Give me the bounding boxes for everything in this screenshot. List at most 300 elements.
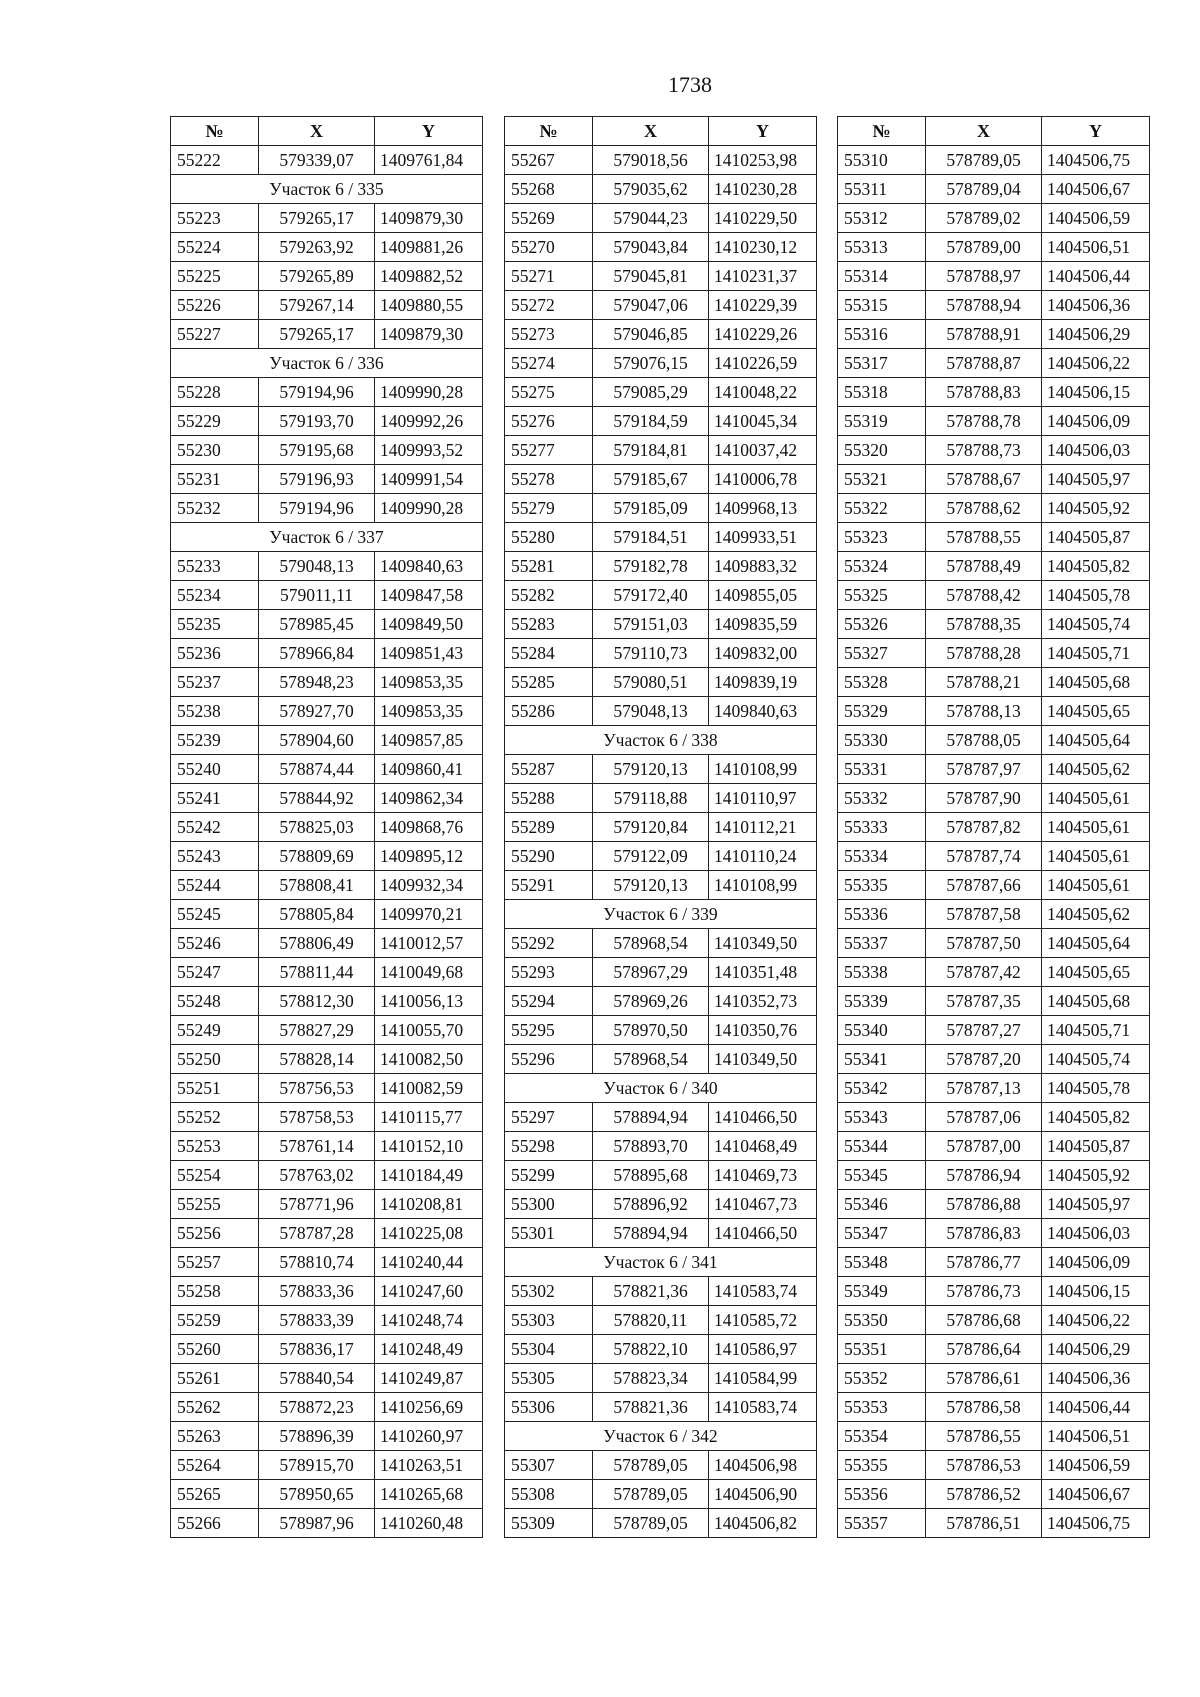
y-coordinate-cell: 1404505,87 — [1042, 1132, 1150, 1161]
point-number-cell: 55346 — [838, 1190, 926, 1219]
x-coordinate-cell: 578789,05 — [593, 1451, 709, 1480]
x-coordinate-cell: 578786,83 — [926, 1219, 1042, 1248]
y-coordinate-cell: 1404505,68 — [1042, 668, 1150, 697]
x-coordinate-cell: 579265,89 — [259, 262, 375, 291]
point-number-cell: 55264 — [171, 1451, 259, 1480]
table-row — [505, 929, 817, 958]
y-coordinate-cell: 1404506,44 — [1042, 262, 1150, 291]
x-coordinate-cell: 579195,68 — [259, 436, 375, 465]
y-coordinate-cell: 1409761,84 — [375, 146, 483, 175]
y-coordinate-cell: 1404506,67 — [1042, 175, 1150, 204]
point-number-cell: 55304 — [505, 1335, 593, 1364]
x-coordinate-cell: 579263,92 — [259, 233, 375, 262]
point-number-cell: 55352 — [838, 1364, 926, 1393]
table-row — [838, 871, 1150, 900]
section-row — [171, 175, 483, 204]
point-number-cell: 55302 — [505, 1277, 593, 1306]
y-coordinate-cell: 1410152,10 — [375, 1132, 483, 1161]
table-row — [838, 552, 1150, 581]
table-row — [838, 465, 1150, 494]
point-number-cell: 55255 — [171, 1190, 259, 1219]
page-number: 1738 — [668, 72, 712, 97]
y-coordinate-cell: 1410466,50 — [709, 1219, 817, 1248]
point-number-cell: 55290 — [505, 842, 593, 871]
point-number-cell: 55265 — [171, 1480, 259, 1509]
point-number-cell: 55242 — [171, 813, 259, 842]
x-coordinate-cell: 579044,23 — [593, 204, 709, 233]
y-coordinate-cell: 1410112,21 — [709, 813, 817, 842]
y-coordinate-cell: 1409933,51 — [709, 523, 817, 552]
point-number-cell: 55288 — [505, 784, 593, 813]
x-coordinate-cell: 578896,39 — [259, 1422, 375, 1451]
table-row — [171, 639, 483, 668]
x-coordinate-cell: 578823,34 — [593, 1364, 709, 1393]
y-coordinate-cell: 1410108,99 — [709, 755, 817, 784]
point-number-cell: 55300 — [505, 1190, 593, 1219]
table-row — [505, 523, 817, 552]
table-row — [505, 1364, 817, 1393]
y-coordinate-cell: 1409993,52 — [375, 436, 483, 465]
x-coordinate-cell: 578788,05 — [926, 726, 1042, 755]
point-number-cell: 55224 — [171, 233, 259, 262]
y-coordinate-cell: 1410082,50 — [375, 1045, 483, 1074]
x-coordinate-cell: 579048,13 — [593, 697, 709, 726]
x-coordinate-cell: 578787,82 — [926, 813, 1042, 842]
y-coordinate-cell: 1404505,78 — [1042, 1074, 1150, 1103]
point-number-cell: 55310 — [838, 146, 926, 175]
table-row — [171, 581, 483, 610]
x-coordinate-cell: 578836,17 — [259, 1335, 375, 1364]
x-coordinate-cell: 579011,11 — [259, 581, 375, 610]
x-coordinate-cell: 578789,04 — [926, 175, 1042, 204]
y-coordinate-cell: 1404505,92 — [1042, 1161, 1150, 1190]
x-coordinate-cell: 579265,17 — [259, 320, 375, 349]
y-coordinate-cell: 1410110,24 — [709, 842, 817, 871]
point-number-cell: 55229 — [171, 407, 259, 436]
table-row — [505, 755, 817, 784]
table-row — [505, 146, 817, 175]
table-row — [838, 407, 1150, 436]
x-coordinate-cell: 578787,13 — [926, 1074, 1042, 1103]
x-coordinate-cell: 578786,53 — [926, 1451, 1042, 1480]
y-coordinate-cell: 1404506,22 — [1042, 349, 1150, 378]
point-number-cell: 55318 — [838, 378, 926, 407]
x-coordinate-cell: 578788,42 — [926, 581, 1042, 610]
table-row — [505, 1451, 817, 1480]
x-coordinate-cell: 579118,88 — [593, 784, 709, 813]
point-number-cell: 55328 — [838, 668, 926, 697]
table-row — [838, 1335, 1150, 1364]
point-number-cell: 55330 — [838, 726, 926, 755]
point-number-cell: 55272 — [505, 291, 593, 320]
table-row — [505, 349, 817, 378]
section-label: Участок 6 / 336 — [171, 349, 483, 378]
table-row — [171, 842, 483, 871]
x-coordinate-cell: 578872,23 — [259, 1393, 375, 1422]
point-number-cell: 55236 — [171, 639, 259, 668]
table-row — [838, 349, 1150, 378]
point-number-cell: 55295 — [505, 1016, 593, 1045]
point-number-cell: 55239 — [171, 726, 259, 755]
point-number-cell: 55247 — [171, 958, 259, 987]
x-coordinate-cell: 578806,49 — [259, 929, 375, 958]
table-row — [838, 320, 1150, 349]
y-coordinate-cell: 1410466,50 — [709, 1103, 817, 1132]
table-row — [171, 204, 483, 233]
table-row — [171, 1277, 483, 1306]
y-coordinate-cell: 1404506,36 — [1042, 291, 1150, 320]
table-row — [838, 291, 1150, 320]
x-coordinate-cell: 579185,67 — [593, 465, 709, 494]
x-coordinate-cell: 579265,17 — [259, 204, 375, 233]
table-row — [171, 929, 483, 958]
point-number-cell: 55296 — [505, 1045, 593, 1074]
y-coordinate-cell: 1410048,22 — [709, 378, 817, 407]
table-row — [838, 1161, 1150, 1190]
y-coordinate-cell: 1409879,30 — [375, 320, 483, 349]
point-number-cell: 55254 — [171, 1161, 259, 1190]
y-coordinate-cell: 1410586,97 — [709, 1335, 817, 1364]
table-row — [838, 146, 1150, 175]
y-coordinate-cell: 1404506,98 — [709, 1451, 817, 1480]
x-coordinate-cell: 579035,62 — [593, 175, 709, 204]
x-coordinate-cell: 578894,94 — [593, 1103, 709, 1132]
point-number-cell: 55315 — [838, 291, 926, 320]
point-number-cell: 55314 — [838, 262, 926, 291]
point-number-cell: 55263 — [171, 1422, 259, 1451]
y-coordinate-cell: 1410226,59 — [709, 349, 817, 378]
point-number-cell: 55294 — [505, 987, 593, 1016]
x-coordinate-cell: 578915,70 — [259, 1451, 375, 1480]
x-coordinate-cell: 578970,50 — [593, 1016, 709, 1045]
point-number-cell: 55321 — [838, 465, 926, 494]
y-coordinate-cell: 1409881,26 — [375, 233, 483, 262]
x-coordinate-cell: 579185,09 — [593, 494, 709, 523]
table-row — [838, 204, 1150, 233]
point-number-cell: 55287 — [505, 755, 593, 784]
x-coordinate-cell: 578761,14 — [259, 1132, 375, 1161]
point-number-cell: 55324 — [838, 552, 926, 581]
x-coordinate-cell: 579080,51 — [593, 668, 709, 697]
y-coordinate-cell: 1410231,37 — [709, 262, 817, 291]
coordinates-table-1 — [170, 116, 483, 1538]
point-number-cell: 55244 — [171, 871, 259, 900]
point-number-cell: 55286 — [505, 697, 593, 726]
y-coordinate-cell: 1409857,85 — [375, 726, 483, 755]
point-number-cell: 55282 — [505, 581, 593, 610]
y-coordinate-cell: 1404506,15 — [1042, 1277, 1150, 1306]
point-number-cell: 55266 — [171, 1509, 259, 1538]
y-coordinate-cell: 1410229,50 — [709, 204, 817, 233]
section-label: Участок 6 / 335 — [171, 175, 483, 204]
x-coordinate-cell: 578950,65 — [259, 1480, 375, 1509]
y-coordinate-cell: 1410265,68 — [375, 1480, 483, 1509]
table-row — [171, 668, 483, 697]
point-number-cell: 55355 — [838, 1451, 926, 1480]
table-row — [171, 552, 483, 581]
point-number-cell: 55234 — [171, 581, 259, 610]
y-coordinate-cell: 1404505,64 — [1042, 929, 1150, 958]
point-number-cell: 55281 — [505, 552, 593, 581]
y-coordinate-cell: 1404506,03 — [1042, 1219, 1150, 1248]
x-coordinate-cell: 578788,94 — [926, 291, 1042, 320]
table-row — [171, 1190, 483, 1219]
table-row — [505, 1103, 817, 1132]
y-coordinate-cell: 1404506,36 — [1042, 1364, 1150, 1393]
point-number-cell: 55270 — [505, 233, 593, 262]
table-row — [171, 871, 483, 900]
y-coordinate-cell: 1410230,12 — [709, 233, 817, 262]
y-coordinate-cell: 1404505,97 — [1042, 465, 1150, 494]
y-coordinate-cell: 1410240,44 — [375, 1248, 483, 1277]
x-coordinate-cell: 578789,05 — [593, 1509, 709, 1538]
header-number: № — [838, 117, 926, 146]
table-row — [838, 1422, 1150, 1451]
table-row — [505, 639, 817, 668]
table-row — [171, 610, 483, 639]
x-coordinate-cell: 578896,92 — [593, 1190, 709, 1219]
x-coordinate-cell: 579151,03 — [593, 610, 709, 639]
y-coordinate-cell: 1410351,48 — [709, 958, 817, 987]
table-row — [171, 1132, 483, 1161]
y-coordinate-cell: 1409968,13 — [709, 494, 817, 523]
point-number-cell: 55329 — [838, 697, 926, 726]
point-number-cell: 55316 — [838, 320, 926, 349]
point-number-cell: 55251 — [171, 1074, 259, 1103]
table-row — [505, 1306, 817, 1335]
point-number-cell: 55230 — [171, 436, 259, 465]
point-number-cell: 55298 — [505, 1132, 593, 1161]
point-number-cell: 55271 — [505, 262, 593, 291]
x-coordinate-cell: 578833,39 — [259, 1306, 375, 1335]
x-coordinate-cell: 579085,29 — [593, 378, 709, 407]
x-coordinate-cell: 578822,10 — [593, 1335, 709, 1364]
x-coordinate-cell: 579339,07 — [259, 146, 375, 175]
point-number-cell: 55332 — [838, 784, 926, 813]
table-row — [505, 436, 817, 465]
table-row — [838, 494, 1150, 523]
header-y: Y — [709, 117, 817, 146]
y-coordinate-cell: 1409882,52 — [375, 262, 483, 291]
y-coordinate-cell: 1409880,55 — [375, 291, 483, 320]
point-number-cell: 55303 — [505, 1306, 593, 1335]
x-coordinate-cell: 579182,78 — [593, 552, 709, 581]
point-number-cell: 55336 — [838, 900, 926, 929]
point-number-cell: 55227 — [171, 320, 259, 349]
y-coordinate-cell: 1404506,59 — [1042, 1451, 1150, 1480]
table-row — [838, 262, 1150, 291]
table-row — [505, 1219, 817, 1248]
y-coordinate-cell: 1410469,73 — [709, 1161, 817, 1190]
x-coordinate-cell: 578787,35 — [926, 987, 1042, 1016]
point-number-cell: 55274 — [505, 349, 593, 378]
point-number-cell: 55327 — [838, 639, 926, 668]
y-coordinate-cell: 1404505,87 — [1042, 523, 1150, 552]
table-row — [505, 958, 817, 987]
table-row — [171, 1451, 483, 1480]
table-row — [505, 871, 817, 900]
point-number-cell: 55331 — [838, 755, 926, 784]
x-coordinate-cell: 578758,53 — [259, 1103, 375, 1132]
table-row — [171, 1364, 483, 1393]
x-coordinate-cell: 579184,81 — [593, 436, 709, 465]
table-row — [505, 1161, 817, 1190]
x-coordinate-cell: 579018,56 — [593, 146, 709, 175]
y-coordinate-cell: 1410108,99 — [709, 871, 817, 900]
point-number-cell: 55232 — [171, 494, 259, 523]
point-number-cell: 55317 — [838, 349, 926, 378]
header-y: Y — [1042, 117, 1150, 146]
point-number-cell: 55322 — [838, 494, 926, 523]
x-coordinate-cell: 578840,54 — [259, 1364, 375, 1393]
x-coordinate-cell: 578756,53 — [259, 1074, 375, 1103]
point-number-cell: 55323 — [838, 523, 926, 552]
x-coordinate-cell: 579122,09 — [593, 842, 709, 871]
table-row — [505, 1509, 817, 1538]
table-row — [505, 378, 817, 407]
y-coordinate-cell: 1404506,82 — [709, 1509, 817, 1538]
point-number-cell: 55231 — [171, 465, 259, 494]
x-coordinate-cell: 578786,52 — [926, 1480, 1042, 1509]
x-coordinate-cell: 578966,84 — [259, 639, 375, 668]
y-coordinate-cell: 1410263,51 — [375, 1451, 483, 1480]
x-coordinate-cell: 579196,93 — [259, 465, 375, 494]
y-coordinate-cell: 1404505,97 — [1042, 1190, 1150, 1219]
x-coordinate-cell: 578833,36 — [259, 1277, 375, 1306]
point-number-cell: 55280 — [505, 523, 593, 552]
table-row — [505, 465, 817, 494]
y-coordinate-cell: 1404506,59 — [1042, 204, 1150, 233]
point-number-cell: 55252 — [171, 1103, 259, 1132]
table-row — [505, 1393, 817, 1422]
table-row — [505, 233, 817, 262]
y-coordinate-cell: 1410045,34 — [709, 407, 817, 436]
table-row — [838, 784, 1150, 813]
table-row — [838, 668, 1150, 697]
point-number-cell: 55338 — [838, 958, 926, 987]
point-number-cell: 55334 — [838, 842, 926, 871]
x-coordinate-cell: 578967,29 — [593, 958, 709, 987]
table-row — [838, 1248, 1150, 1277]
x-coordinate-cell: 578788,35 — [926, 610, 1042, 639]
point-number-cell: 55299 — [505, 1161, 593, 1190]
point-number-cell: 55246 — [171, 929, 259, 958]
table-row — [505, 494, 817, 523]
table-row — [171, 900, 483, 929]
table-row — [838, 233, 1150, 262]
table-row — [838, 726, 1150, 755]
table-row — [838, 929, 1150, 958]
point-number-cell: 55312 — [838, 204, 926, 233]
x-coordinate-cell: 578786,88 — [926, 1190, 1042, 1219]
x-coordinate-cell: 578787,74 — [926, 842, 1042, 871]
y-coordinate-cell: 1404505,61 — [1042, 871, 1150, 900]
x-coordinate-cell: 578788,55 — [926, 523, 1042, 552]
table-row — [505, 204, 817, 233]
point-number-cell: 55333 — [838, 813, 926, 842]
x-coordinate-cell: 578827,29 — [259, 1016, 375, 1045]
y-coordinate-cell: 1404506,29 — [1042, 1335, 1150, 1364]
x-coordinate-cell: 578788,13 — [926, 697, 1042, 726]
section-label: Участок 6 / 337 — [171, 523, 483, 552]
x-coordinate-cell: 578788,67 — [926, 465, 1042, 494]
point-number-cell: 55228 — [171, 378, 259, 407]
x-coordinate-cell: 578985,45 — [259, 610, 375, 639]
point-number-cell: 55306 — [505, 1393, 593, 1422]
x-coordinate-cell: 579110,73 — [593, 639, 709, 668]
x-coordinate-cell: 578787,66 — [926, 871, 1042, 900]
table-row — [171, 755, 483, 784]
header-x: X — [593, 117, 709, 146]
table-row — [838, 1103, 1150, 1132]
table-row — [171, 465, 483, 494]
point-number-cell: 55223 — [171, 204, 259, 233]
table-row — [171, 813, 483, 842]
table-row — [505, 987, 817, 1016]
x-coordinate-cell: 578788,21 — [926, 668, 1042, 697]
point-number-cell: 55354 — [838, 1422, 926, 1451]
x-coordinate-cell: 578786,51 — [926, 1509, 1042, 1538]
x-coordinate-cell: 578786,68 — [926, 1306, 1042, 1335]
y-coordinate-cell: 1404505,71 — [1042, 1016, 1150, 1045]
x-coordinate-cell: 578808,41 — [259, 871, 375, 900]
table-row — [838, 842, 1150, 871]
section-label: Участок 6 / 342 — [505, 1422, 817, 1451]
table-row — [838, 1016, 1150, 1045]
table-row — [171, 1306, 483, 1335]
table-row — [171, 1480, 483, 1509]
point-number-cell: 55297 — [505, 1103, 593, 1132]
table-row — [838, 987, 1150, 1016]
table-row — [171, 378, 483, 407]
table-row — [171, 1509, 483, 1538]
y-coordinate-cell: 1409932,34 — [375, 871, 483, 900]
table-row — [505, 552, 817, 581]
y-coordinate-cell: 1410260,97 — [375, 1422, 483, 1451]
x-coordinate-cell: 578825,03 — [259, 813, 375, 842]
point-number-cell: 55267 — [505, 146, 593, 175]
x-coordinate-cell: 578968,54 — [593, 929, 709, 958]
y-coordinate-cell: 1409990,28 — [375, 378, 483, 407]
table-row — [505, 1480, 817, 1509]
x-coordinate-cell: 578844,92 — [259, 784, 375, 813]
x-coordinate-cell: 578788,83 — [926, 378, 1042, 407]
point-number-cell: 55250 — [171, 1045, 259, 1074]
x-coordinate-cell: 578787,06 — [926, 1103, 1042, 1132]
y-coordinate-cell: 1410584,99 — [709, 1364, 817, 1393]
point-number-cell: 55258 — [171, 1277, 259, 1306]
y-coordinate-cell: 1410256,69 — [375, 1393, 483, 1422]
point-number-cell: 55311 — [838, 175, 926, 204]
y-coordinate-cell: 1410349,50 — [709, 1045, 817, 1074]
point-number-cell: 55279 — [505, 494, 593, 523]
y-coordinate-cell: 1404506,03 — [1042, 436, 1150, 465]
point-number-cell: 55262 — [171, 1393, 259, 1422]
x-coordinate-cell: 578948,23 — [259, 668, 375, 697]
point-number-cell: 55268 — [505, 175, 593, 204]
y-coordinate-cell: 1410583,74 — [709, 1393, 817, 1422]
y-coordinate-cell: 1410249,87 — [375, 1364, 483, 1393]
point-number-cell: 55248 — [171, 987, 259, 1016]
coordinates-table-2 — [504, 116, 817, 1538]
header-y: Y — [375, 117, 483, 146]
y-coordinate-cell: 1410467,73 — [709, 1190, 817, 1219]
section-row — [505, 1422, 817, 1451]
y-coordinate-cell: 1410248,74 — [375, 1306, 483, 1335]
table-row — [505, 610, 817, 639]
point-number-cell: 55253 — [171, 1132, 259, 1161]
x-coordinate-cell: 578789,05 — [926, 146, 1042, 175]
